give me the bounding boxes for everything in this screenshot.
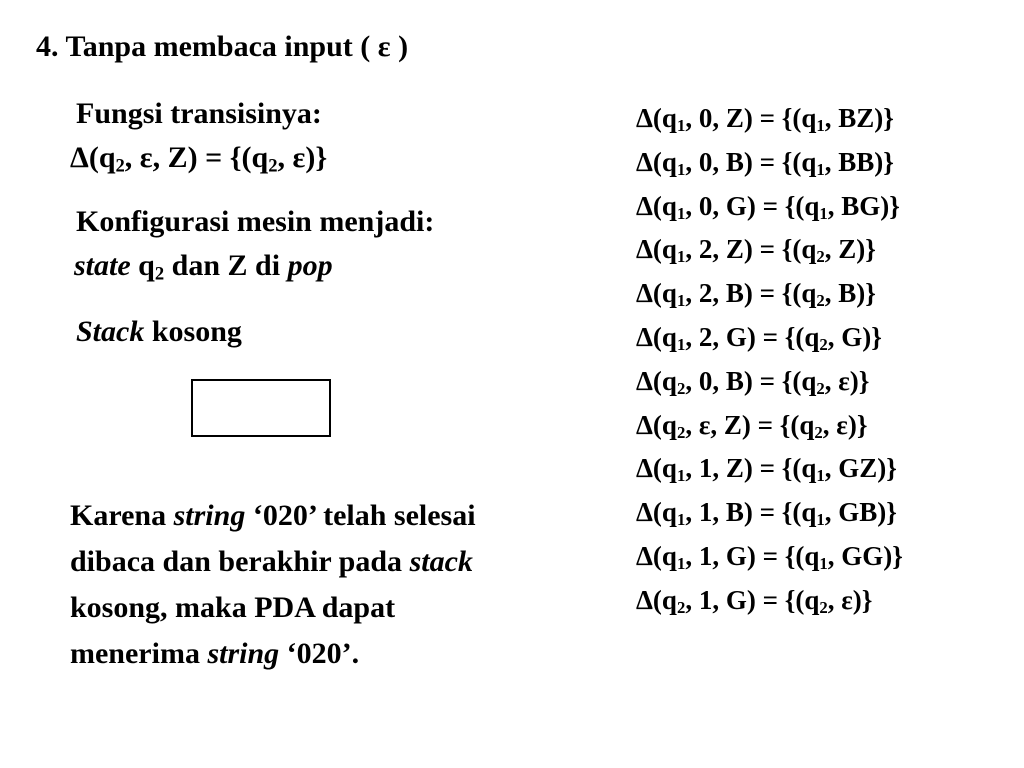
stack-status: Stack kosong bbox=[76, 315, 242, 348]
transition-rule: $\Delta(q_1$, 1, $B) = \{(q_1$, GB)} bbox=[636, 497, 897, 530]
transition-rule: $\Delta(q_2$, 1, $G) = \{(q_2$, ε)} bbox=[636, 584, 873, 617]
transition-rule: $\Delta(q_2$, 0, $B) = \{(q_2$, ε)} bbox=[636, 365, 870, 398]
transition-rule: $\Delta(q_1$, 0, $B) = \{(q_1$, BB)} bbox=[636, 146, 894, 179]
conclusion-paragraph bbox=[70, 493, 476, 677]
transition-rule: $\Delta(q_2$, ε, $Z) = \{(q_2$, ε)} bbox=[636, 409, 868, 442]
transition-function-block bbox=[70, 92, 328, 180]
epsilon-transition-formula: $\Delta(q_2$, ε, $Z) = \{(q_2$, ε)} bbox=[70, 141, 328, 177]
configuration-block bbox=[76, 200, 434, 288]
transition-list bbox=[636, 97, 903, 623]
transition-rule: $\Delta(q_1$, 0, $Z) = \{(q_1$, BZ)} bbox=[636, 103, 894, 136]
transition-rule: $\Delta(q_1$, 1, $Z) = \{(q_1$, GZ)} bbox=[636, 453, 897, 486]
transition-rule: $\Delta(q_1$, 1, $G) = \{(q_1$, GG)} bbox=[636, 540, 903, 574]
transition-rule: $\Delta(q_1$, 0, $G) = \{(q_1$, BG)} bbox=[636, 190, 900, 223]
transition-rule: $\Delta(q_1$, 2, $Z) = \{(q_2$, Z)} bbox=[636, 234, 876, 267]
configuration-title: Konfigurasi mesin menjadi: bbox=[76, 205, 435, 238]
conclusion-line: dibaca dan berakhir pada stack bbox=[70, 545, 473, 578]
transition-rule: $\Delta(q_1$, 2, $G) = \{(q_2$, G)} bbox=[636, 321, 882, 355]
conclusion-line: kosong, maka PDA dapat bbox=[70, 591, 396, 624]
conclusion-line: Karena string ‘020’ telah selesai bbox=[70, 499, 476, 532]
transition-rule: $\Delta(q_1$, 2, $B) = \{(q_2$, B)} bbox=[636, 278, 876, 311]
transition-function-title: Fungsi transisinya: bbox=[76, 97, 322, 130]
configuration-detail: state $q_2$ dan Z di pop bbox=[74, 249, 333, 285]
empty-stack-box bbox=[191, 379, 331, 437]
slide-heading: 4. Tanpa membaca input ( ε ) bbox=[36, 30, 409, 63]
conclusion-line: menerima string ‘020’. bbox=[70, 637, 360, 670]
